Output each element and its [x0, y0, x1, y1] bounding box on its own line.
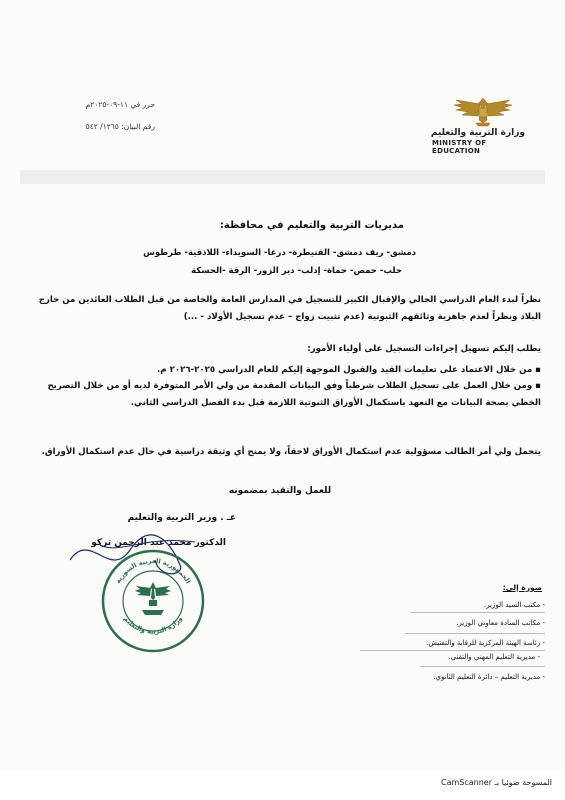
body-responsibility: يتحمل ولي أمر الطالب مسؤولية عدم استكمال الأوراق لاحقاً، ولا يمنح أي وثيقة دراسية في حال عدم استكمال الأوراق.	[41, 447, 541, 457]
document-reference: رقم البيان: ١٢٦٥/ ٥٤٢	[85, 122, 155, 131]
copy-divider	[360, 650, 545, 651]
bullet-marker: ▪	[532, 365, 541, 375]
ministry-name-ar: وزارة التربية والتعليم	[430, 128, 525, 138]
body-closing: للعمل والتقيد بمضمونه	[228, 486, 332, 496]
copy-divider	[410, 612, 545, 613]
addressee-title: مديريات التربية والتعليم في محافظة:	[219, 220, 404, 231]
copies-heading: صورة إلى:	[502, 583, 542, 592]
bullet-item-1	[25, 362, 541, 379]
body-request: يطلب إليكم تسهيل إجراءات التسجيل على أولياء الأمور:	[307, 344, 541, 354]
bullet-item-2	[25, 378, 541, 412]
addressee-line-1: دمشق- ريف دمشق- القنيطرة- درعا- السويداء- اللاذقية- طرطوس	[143, 248, 416, 258]
copy-item: - مكاتب السادة معاوني الوزير.	[456, 619, 545, 627]
signature-name: الدكتور محمد عبد الرحمن تركو	[91, 538, 226, 548]
copy-item: - مديرية التعليم المهني والتقني.	[448, 653, 540, 661]
copy-divider	[405, 633, 545, 634]
header-rule	[20, 170, 545, 184]
copy-item: - رئاسة الهيئة المركزية للرقابة والتفتيش.	[426, 639, 545, 647]
copy-divider	[420, 666, 545, 667]
stamp-text-bottom: وزارة التربية والتعليم	[122, 614, 184, 636]
stamp-text-top: الجمهورية العربية السورية	[113, 556, 193, 585]
signature-title: عـ . وزير التربية والتعليم	[127, 513, 236, 523]
svg-text:وزارة التربية والتعليم	[122, 615, 184, 636]
scanner-footer	[0, 770, 565, 800]
copy-item: - مكتب السيد الوزير.	[483, 601, 545, 609]
copy-item: - مديرية التعليم – دائرة التعليم الثانوي.	[433, 673, 545, 681]
body-intro: نظراً لبدء العام الدراسي الحالي والإقبال الكبير للتسجيل في المدارس العامة والخاصة من قبل الطلاب العائدين من خارج البلاد ونظراً لعدم جاهزية وثائقهم الثبوتية (عدم تثبيت زواج – عدم تسجيل الأولاد - ...)	[38, 295, 541, 322]
stamp-seal-icon	[100, 548, 206, 654]
scanner-watermark: المسوحة ضوئيا بـ CamScanner	[440, 778, 552, 787]
bullet-text: من خلال الاعتماد على تعليمات القيد والقبول الموجهة إليكم للعام الدراسي ٢٠٢٥-٢٠٢٦ م.	[157, 365, 533, 375]
ministry-name-en: MINISTRY OF EDUCATION	[432, 139, 487, 155]
bullet-marker: ▪	[532, 381, 541, 391]
document-date: حرر في ١١-٠٩-٢٠٢٥م	[85, 100, 155, 109]
official-stamp	[100, 548, 206, 654]
bullet-text: ومن خلال العمل على تسجيل الطلاب شرطياً وفق البيانات المقدمة من ولي الأمر المتوفرة لديه أو من خلال التصريح الخطي بصحة البيانات مع التعهد باستكمال الأوراق الثبوتية اللازمة قبل بدء الفصل الدراسي الثاني.	[47, 381, 541, 408]
addressee-line-2: حلب- حمص- حماة- إدلب- دير الزور- الرقة -الحسكة	[191, 266, 402, 276]
